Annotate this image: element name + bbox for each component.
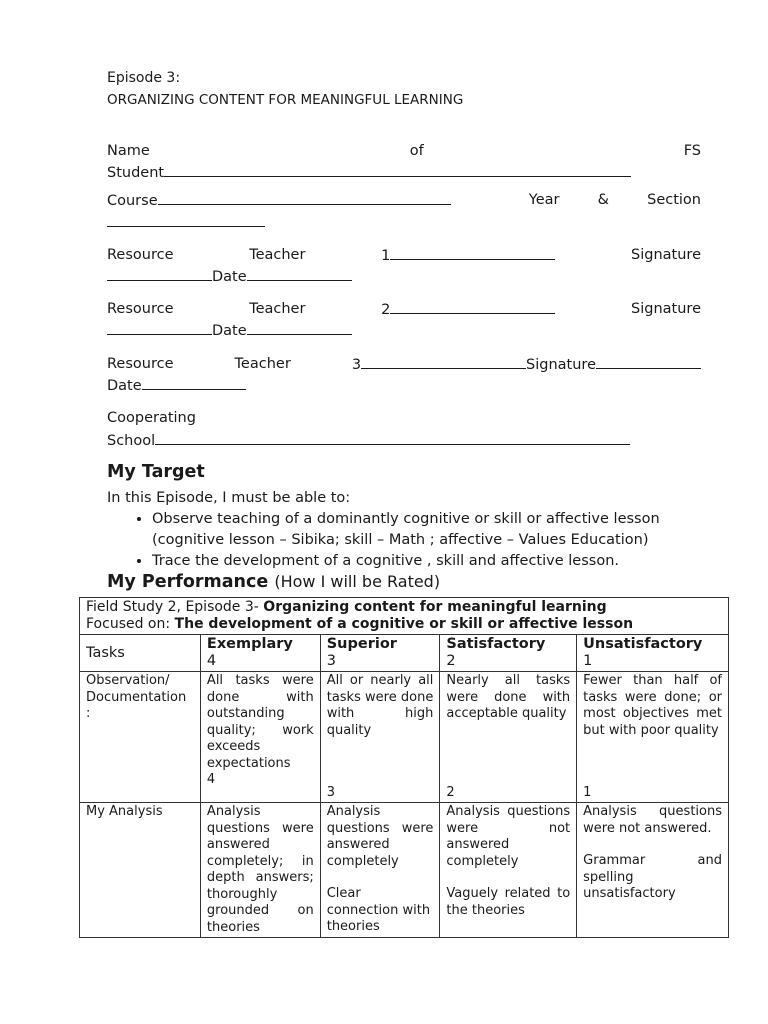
student-label: Student: [107, 165, 165, 181]
teacher-number: 1: [381, 248, 391, 264]
ampersand-label: &: [597, 192, 609, 208]
resource-label: Resource: [107, 356, 174, 372]
criteria-text: Analysis questions were answered completely: [326, 804, 434, 869]
level-header-exemplary: [200, 635, 320, 672]
teacher-number: 2: [381, 302, 391, 318]
criteria-extra-text: Vaguely related to the theories: [446, 886, 571, 918]
rubric-table: [79, 597, 729, 938]
rubric-header-cell: [80, 598, 729, 635]
of-label: of: [409, 143, 424, 159]
criteria-text: Analysis questions were not answered completely: [446, 804, 571, 869]
level-name: Superior: [326, 636, 397, 652]
resource-teacher-1-date-line: [107, 266, 352, 288]
signature-2-field[interactable]: [107, 320, 212, 335]
level-name: Unsatisfactory: [583, 636, 703, 652]
criteria-text: Analysis questions were answered completely; in depth answers; thoroughly grounded on theories: [206, 804, 314, 935]
rubric-focus-plain: Focused on:: [86, 616, 171, 632]
criteria-score: 1: [583, 784, 592, 800]
criteria-score: 3: [326, 784, 335, 800]
teacher-label: Teacher: [249, 301, 306, 317]
signature-label: Signature: [631, 247, 701, 263]
school-label: School: [107, 433, 156, 449]
signature-label: Signature: [631, 301, 701, 317]
course-row: [107, 190, 701, 212]
criteria-cell: [440, 803, 577, 938]
criteria-cell: [577, 672, 729, 803]
criteria-cell: [200, 803, 320, 938]
date-2-field[interactable]: [247, 320, 352, 335]
resource-label: Resource: [107, 247, 174, 263]
rubric-header-line-1: [86, 599, 722, 616]
criteria-text: Fewer than half of tasks were done; or most objectives met but with poor quality: [583, 673, 722, 738]
year-section-field[interactable]: [107, 212, 265, 227]
task-cell: Observation/ Documentation :: [80, 672, 201, 803]
student-name-field[interactable]: [164, 162, 631, 177]
level-name: Exemplary: [206, 636, 293, 652]
level-header-unsatisfactory: [577, 635, 729, 672]
level-header-superior: [320, 635, 440, 672]
task-cell: My Analysis: [80, 803, 201, 938]
criteria-cell: [200, 672, 320, 803]
resource-teacher-3-field[interactable]: [361, 354, 526, 369]
criteria-extra-text: Clear connection with theories: [326, 886, 431, 934]
resource-teacher-1-field[interactable]: [390, 245, 555, 260]
resource-teacher-1-row: [107, 245, 701, 267]
rubric-row-analysis: [80, 803, 729, 938]
criteria-text: All tasks were done with outstanding quality; work exceeds expectations: [206, 673, 314, 771]
signature-3-field[interactable]: [596, 354, 701, 369]
level-score: 1: [583, 653, 593, 669]
course-label: Course: [107, 193, 158, 209]
resource-teacher-2-row: [107, 299, 701, 321]
criteria-cell: [440, 672, 577, 803]
date-label: Date: [212, 269, 247, 285]
date-1-field[interactable]: [247, 266, 352, 281]
date-label: Date: [107, 378, 142, 394]
level-score: 2: [446, 653, 456, 669]
year-label: Year: [528, 192, 560, 208]
student-line: [107, 162, 631, 184]
name-row: [107, 141, 701, 162]
resource-teacher-2-date-line: [107, 320, 352, 342]
target-bullet: • Trace the development of a cognitive , skill and affective lesson.: [152, 551, 732, 572]
criteria-cell: [320, 672, 440, 803]
criteria-cell: [320, 803, 440, 938]
signature-label: Signature: [526, 357, 596, 373]
section-label: Section: [647, 192, 701, 208]
episode-label: Episode 3:: [107, 70, 181, 86]
target-intro: In this Episode, I must be able to:: [107, 490, 351, 506]
target-list: [130, 509, 732, 572]
criteria-score: 2: [446, 784, 455, 800]
performance-subheading: (How I will be Rated): [274, 572, 441, 591]
teacher-label: Teacher: [249, 247, 306, 263]
my-performance-heading: [107, 572, 440, 592]
rubric-header-plain: Field Study 2, Episode 3-: [86, 599, 259, 615]
resource-teacher-3-row: [107, 354, 701, 376]
date-3-field[interactable]: [142, 375, 246, 390]
target-bullet: • Observe teaching of a dominantly cognitive or skill or affective lesson (cognitive lesson – Sibika; skill – Math ; affective – Values Education): [152, 509, 700, 551]
my-target-heading: My Target: [107, 462, 205, 482]
performance-heading-text: My Performance: [107, 572, 269, 592]
resource-teacher-3-date-line: [107, 375, 246, 397]
resource-label: Resource: [107, 301, 174, 317]
criteria-text: Analysis questions were not answered.: [583, 804, 722, 836]
criteria-text: All or nearly all tasks were done with high quality: [326, 673, 434, 738]
rubric-row-observation: [80, 672, 729, 803]
rubric-header-line-2: [86, 616, 722, 633]
cooperating-school-field[interactable]: [155, 430, 630, 445]
criteria-extra-text: Grammar and spelling unsatisfactory: [583, 853, 722, 901]
rubric-column-header-row: [80, 635, 729, 672]
level-name: Satisfactory: [446, 636, 546, 652]
criteria-text: Nearly all tasks were done with acceptable quality: [446, 673, 571, 721]
course-field[interactable]: [158, 190, 451, 205]
section-line: [107, 212, 265, 234]
date-label: Date: [212, 323, 247, 339]
level-score: 3: [326, 653, 336, 669]
criteria-score: 4: [206, 772, 216, 787]
cooperating-label: Cooperating: [107, 410, 196, 426]
level-score: 4: [206, 653, 217, 669]
rubric-header-bold: Organizing content for meaningful learning: [263, 599, 607, 615]
name-label: Name: [107, 143, 150, 159]
rubric-focus-bold: The development of a cognitive or skill or affective lesson: [174, 616, 634, 632]
teacher-number: 3: [351, 357, 362, 373]
level-header-satisfactory: [440, 635, 577, 672]
signature-1-field[interactable]: [107, 266, 212, 281]
school-line: [107, 430, 630, 452]
resource-teacher-2-field[interactable]: [390, 299, 555, 314]
criteria-cell: [577, 803, 729, 938]
teacher-label: Teacher: [234, 356, 291, 372]
tasks-column-header: Tasks: [80, 635, 201, 672]
rubric-header-row: [80, 598, 729, 635]
episode-title: ORGANIZING CONTENT FOR MEANINGFUL LEARNING: [107, 92, 464, 108]
fs-label: FS: [683, 143, 701, 159]
